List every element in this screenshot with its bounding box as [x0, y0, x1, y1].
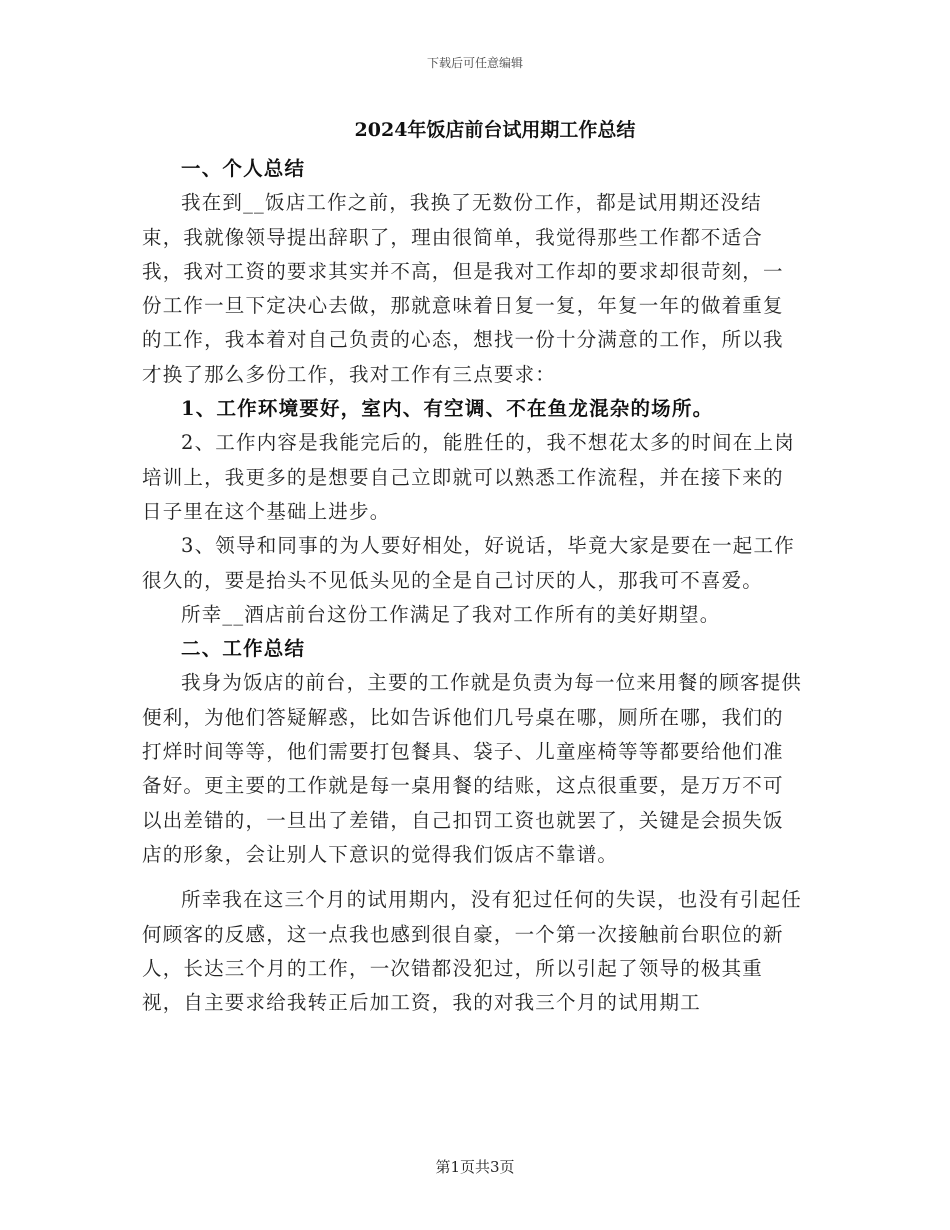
requirement-2: 2、工作内容是我能完后的，能胜任的，我不想花太多的时间在上岗培训上，我更多的是想要自己立即就可以熟悉工作流程，并在接下来的日子里在这个基础上进步。: [142, 431, 795, 523]
document-body: [142, 152, 802, 1020]
document-title: 2024年饭店前台试用期工作总结: [354, 119, 636, 141]
paragraph-personal-conclusion: 所幸__酒店前台这份工作满足了我对工作所有的美好期望。: [181, 602, 721, 626]
section-heading-work: 二、工作总结: [181, 637, 306, 661]
requirement-1: 1、工作环境要好，室内、有空调、不在鱼龙混杂的场所。: [181, 397, 714, 421]
paragraph-personal-intro: 我在到__饭店工作之前，我换了无数份工作，都是试用期还没结束，我就像领导提出辞职了，理由很简单，我觉得那些工作都不适合我，我对工资的要求其实并不高，但是我对工作却的要求却很苛刻，一份工作一旦下定决心去做，那就意味着日复一复，年复一年的做着重复的工作，我本着对自己负责的心态，想找一份十分满意的工作，所以我才换了那么多份工作，我对工作有三点要求：: [142, 191, 784, 386]
paragraph-work-2: 所幸我在这三个月的试用期内，没有犯过任何的失误，也没有引起任何顾客的反感，这一点我也感到很自豪，一个第一次接触前台职位的新人，长达三个月的工作，一次错都没犯过，所以引起了领导的极其重视，自主要求给我转正后加工资，我的对我三个月的试用期工: [142, 888, 803, 1015]
section-heading-personal: 一、个人总结: [181, 157, 306, 180]
requirement-3: 3、领导和同事的为人要好相处，好说话，毕竟大家是要在一起工作很久的，要是抬头不见低头见的全是自己讨厌的人，那我可不喜爱。: [142, 534, 795, 592]
page-footer: 第1页共3页: [435, 1158, 515, 1176]
header-note: 下载后可任意编辑: [426, 56, 523, 70]
paragraph-work-1: 我身为饭店的前台，主要的工作就是负责为每一位来用餐的顾客提供便利，为他们答疑解惑，比如告诉他们几号桌在哪，厕所在哪，我们的打烊时间等等，他们需要打包餐具、袋子、儿童座椅等等都要给他们准备好。更主要的工作就是每一桌用餐的结账，这点很重要，是万万不可以出差错的，一旦出了差错，自己扣罚工资也就罢了，关键是会损失饭店的形象，会让别人下意识的觉得我们饭店不靠谱。: [142, 671, 803, 866]
